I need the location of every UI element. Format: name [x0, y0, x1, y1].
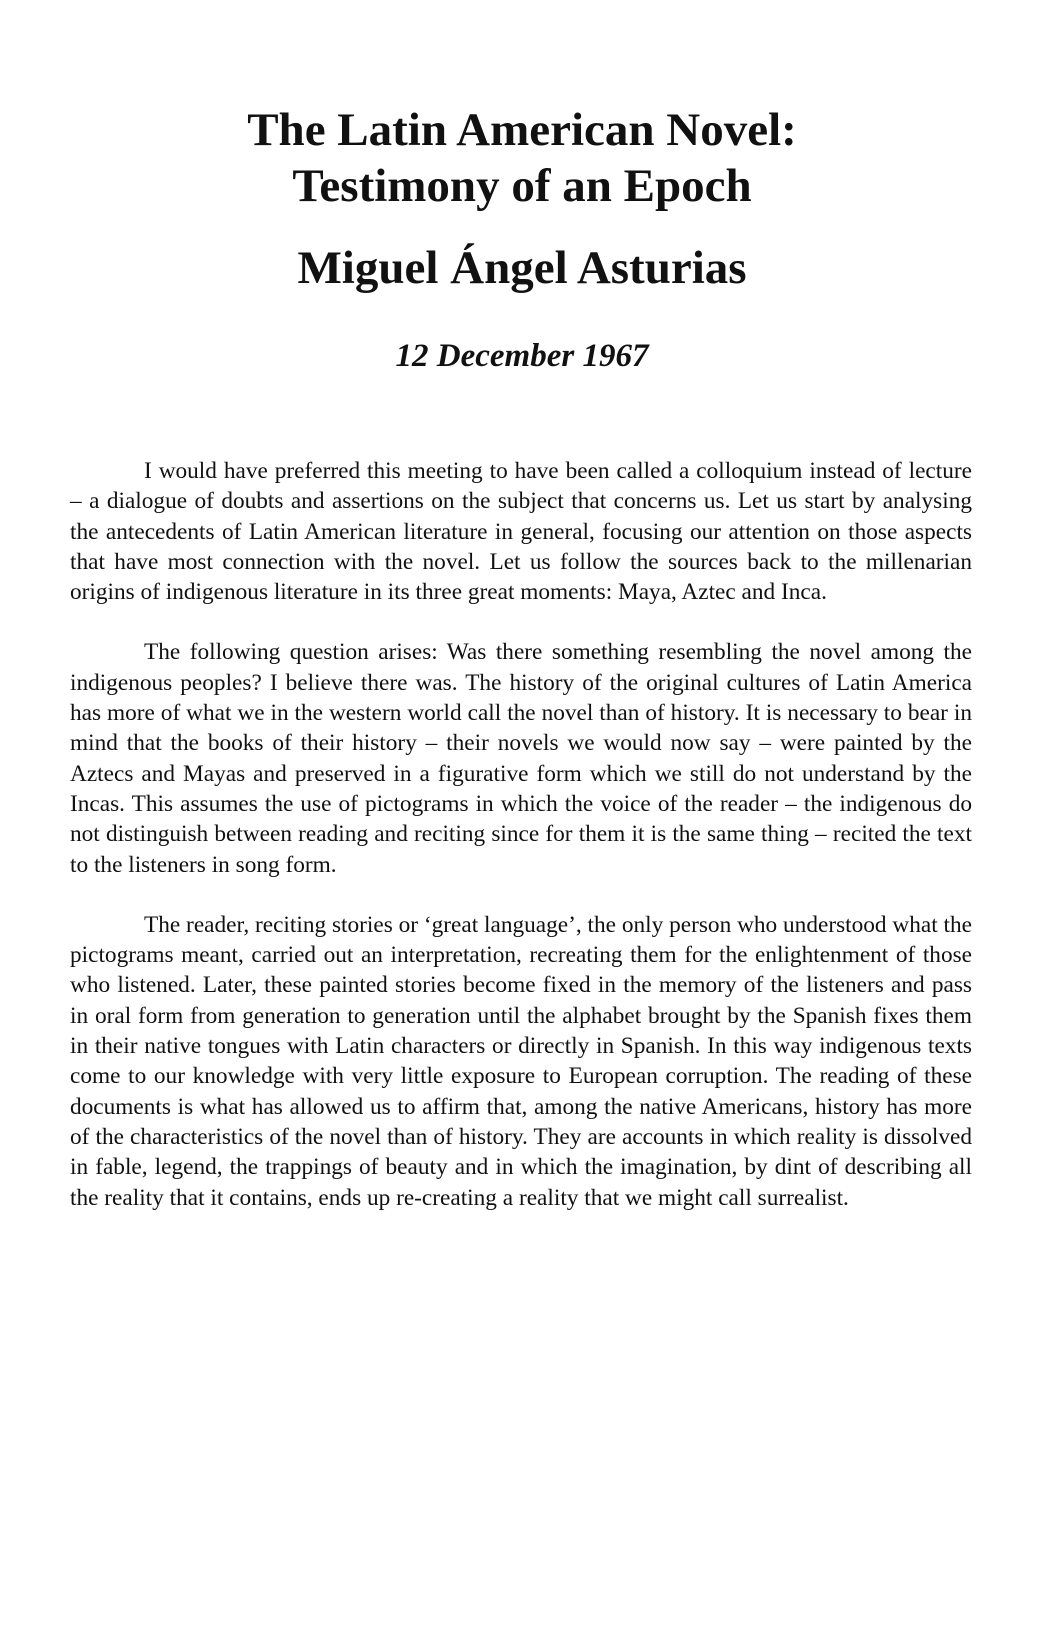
paragraph-1: I would have preferred this meeting to have been called a colloquium instead of lecture – a dialogue of doubts and assertions on the subject that concerns us. Let us start by analysing the antecedents of Latin American literature in general, focusing our attention on those aspects that have most connection with the novel. Let us follow the sources back to the millenarian origins of indigenous literature in its three great moments: Maya, Aztec and Inca. [70, 458, 972, 606]
title-line-1: The Latin American Novel: [247, 104, 797, 156]
document-title [0, 102, 1044, 214]
author-name: Miguel Ángel Asturias [297, 242, 747, 294]
paragraph-2: The following question arises: Was there something resembling the novel among the indigenous peoples? I believe there was. The history of the original cultures of Latin America has more of what we in the western world call the novel than of history. It is necessary to bear in mind that the books of their history – their novels we would now say – were painted by the Aztecs and Mayas and preserved in a figurative form which we still do not understand by the Incas. This assumes the use of pictograms in which the voice of the reader – the indigenous do not distinguish between reading and reciting since for them it is the same thing – recited the text to the listeners in song form. [70, 639, 972, 878]
title-line-2: Testimony of an Epoch [292, 160, 752, 212]
paragraph-3: The reader, reciting stories or ‘great language’, the only person who understood what the pictograms meant, carried out an interpretation, recreating them for the enlightenment of those who listened. Later, these painted stories become fixed in the memory of the listeners and pass in oral form from generation to generation until the alphabet brought by the Spanish fixes them in their native tongues with Latin characters or directly in Spanish. In this way indigenous texts come to our knowledge with very little exposure to European corruption. The reading of these documents is what has allowed us to affirm that, among the native Americans, history has more of the characteristics of the novel than of history. They are accounts in which reality is dissolved in fable, legend, the trappings of beauty and in which the imagination, by dint of describing all the reality that it contains, ends up re-creating a reality that we might call surrealist. [70, 911, 972, 1211]
body-text [70, 456, 972, 1243]
lecture-date: 12 December 1967 [395, 338, 649, 374]
